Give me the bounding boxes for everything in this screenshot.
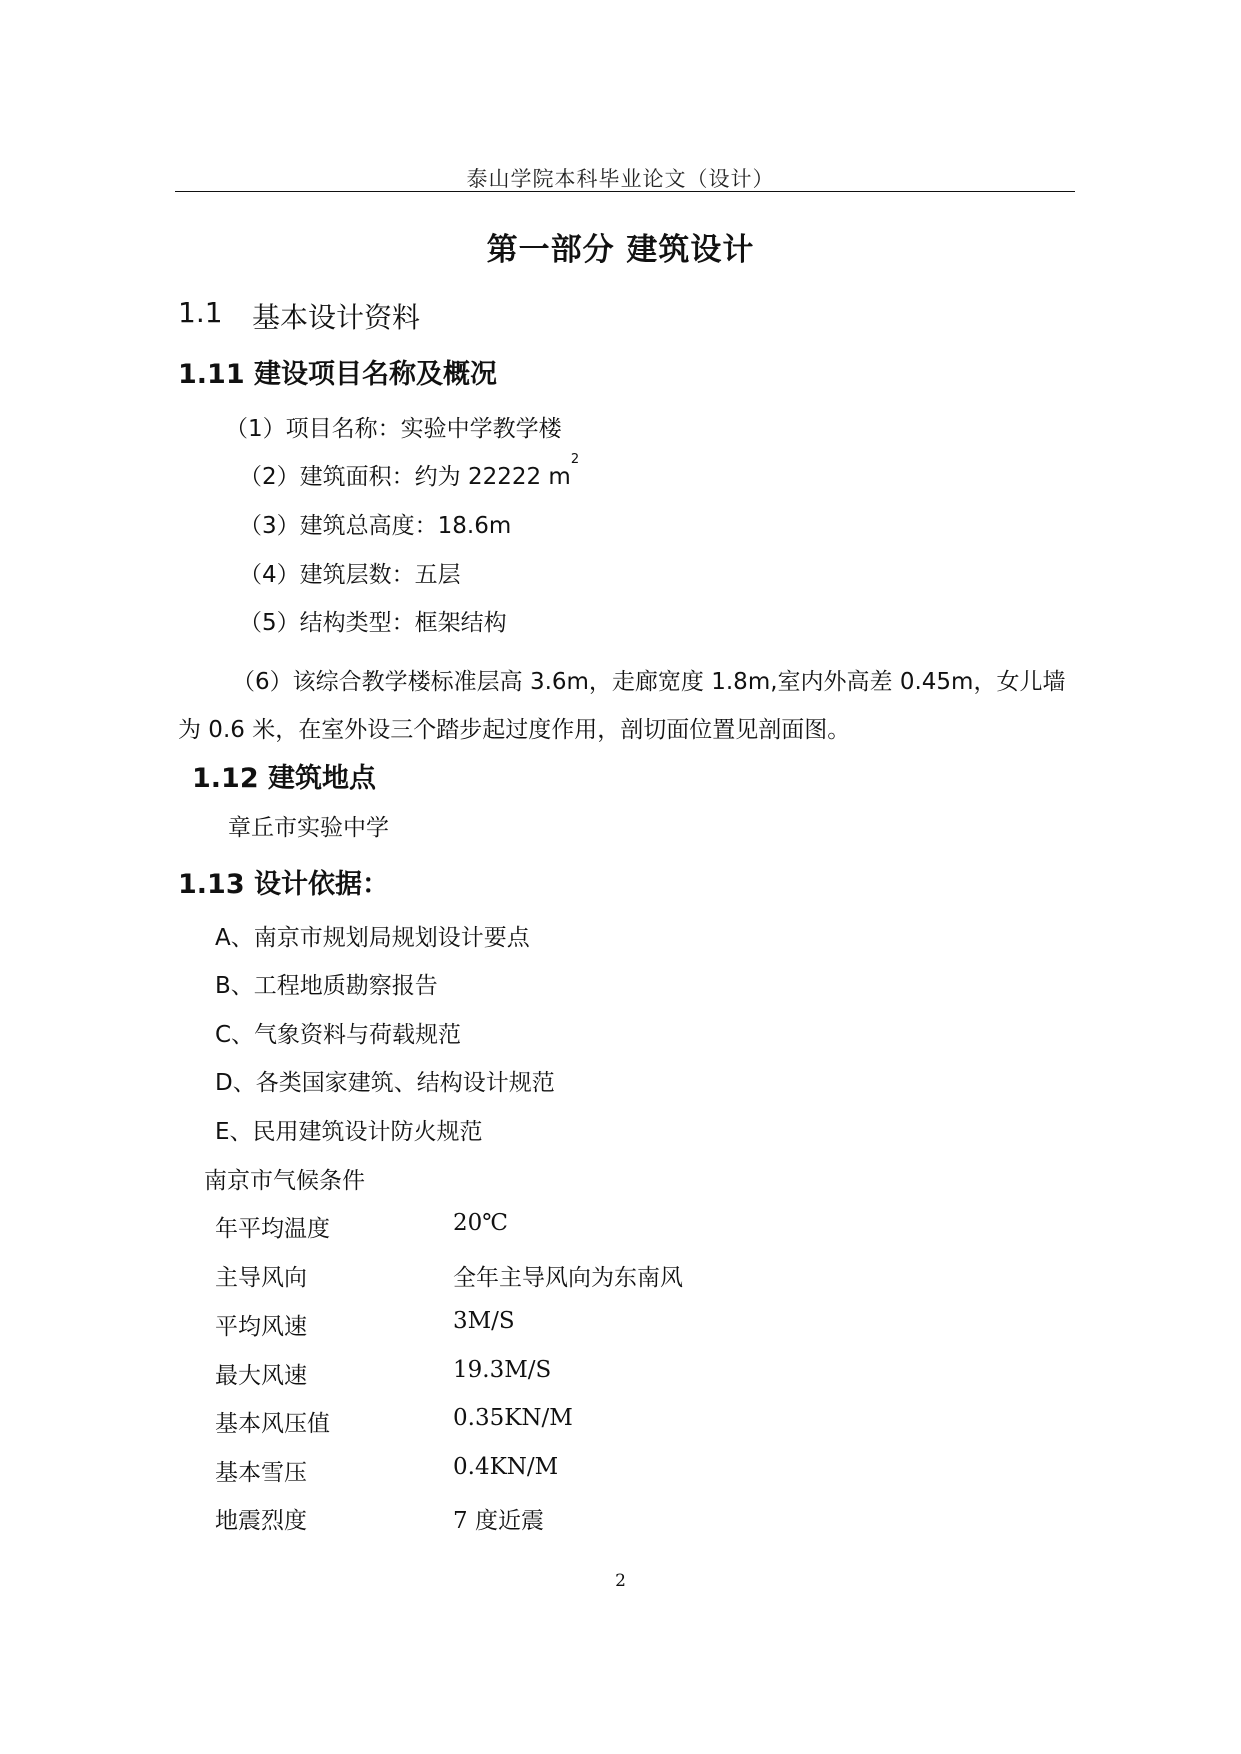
item-building-area [239,452,580,491]
section-1-13-heading: 1.13 设计依据： [178,869,390,900]
section-1-1-number: 1.1 [178,296,223,329]
item-description [178,658,1076,754]
header-divider [175,191,1075,192]
basis-item: E、民用建筑设计防火规范 [215,1119,483,1145]
climate-row-value: 20℃ [453,1210,508,1236]
climate-row-name: 基本风压值 [215,1411,330,1437]
item-description-text: （6）该综合教学楼标准层高 3.6m，走廊宽度 1.8m,室内外高差 0.45m，女儿墙为 0.6 米，在室外设三个踏步起过度作用，剖切面位置见剖面图。 [178,669,1066,743]
climate-row-value: 3M/S [453,1308,515,1334]
basis-item: A、南京市规划局规划设计要点 [215,925,530,951]
climate-row-name: 平均风速 [215,1314,307,1340]
section-1-12-heading: 1.12 建筑地点 [192,763,377,794]
area-superscript: 2 [570,452,580,467]
climate-heading: 南京市气候条件 [204,1168,365,1194]
building-location: 章丘市实验中学 [228,815,389,841]
climate-row-value: 19.3M/S [453,1357,552,1383]
climate-row-value: 7 度近震 [453,1508,544,1534]
climate-row-name: 年平均温度 [215,1216,330,1242]
item-structure-type: （5）结构类型：框架结构 [239,610,507,636]
section-1-11-heading: 1.11 建设项目名称及概况 [178,359,498,390]
climate-row-name: 主导风向 [215,1265,307,1291]
page-title: 第一部分 建筑设计 [486,232,755,268]
climate-row-value: 0.35KN/M [453,1405,573,1431]
running-header: 泰山学院本科毕业论文（设计） [466,167,775,191]
item-building-height: （3）建筑总高度：18.6m [239,513,512,539]
page-number: 2 [615,1571,626,1591]
climate-row-value: 全年主导风向为东南风 [453,1265,683,1291]
basis-item: B、工程地质勘察报告 [215,973,438,999]
climate-row-name: 基本雪压 [215,1460,307,1486]
item-project-name: （1）项目名称：实验中学教学楼 [225,416,562,442]
basis-item: D、各类国家建筑、结构设计规范 [215,1070,555,1096]
item-building-area-text: （2）建筑面积：约为 22222 m [239,464,571,490]
item-floor-count: （4）建筑层数：五层 [239,562,461,588]
section-1-1-title: 基本设计资料 [252,301,421,334]
climate-row-name: 地震烈度 [215,1508,307,1534]
climate-row-name: 最大风速 [215,1363,307,1389]
climate-row-value: 0.4KN/M [453,1454,559,1480]
basis-item: C、气象资料与荷载规范 [215,1022,462,1048]
